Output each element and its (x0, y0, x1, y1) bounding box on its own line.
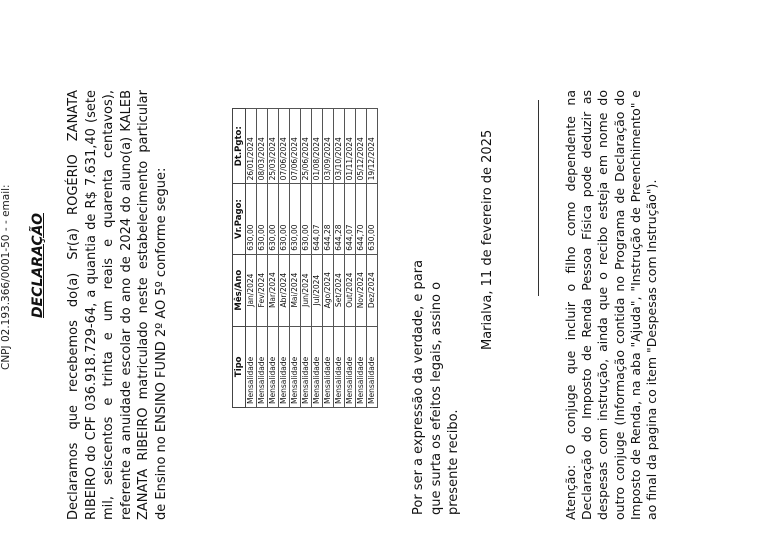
cell-valor: 644,07 (345, 184, 356, 254)
cell-tipo: Mensalidade (356, 326, 367, 407)
cell-mes: Jul/2024 (312, 254, 323, 326)
cell-valor: 630,00 (279, 184, 290, 254)
cell-mes: Jun/2024 (301, 254, 312, 326)
closing-paragraph: Por ser a expressão da verdade, e para que surta os efeitos legais, assino o presente recibo. (411, 259, 461, 515)
cell-tipo: Mensalidade (323, 326, 334, 407)
cell-valor: 644,28 (334, 184, 345, 254)
table-row (334, 109, 345, 408)
cell-data: 19/12/2024 (367, 109, 378, 184)
cell-data: 25/03/2024 (268, 109, 279, 184)
cell-data: 03/10/2024 (334, 109, 345, 184)
cell-tipo: Mensalidade (312, 326, 323, 407)
cell-tipo: Mensalidade (334, 326, 345, 407)
cell-valor: 644,28 (323, 184, 334, 254)
cnpj-header-line: CNPJ 02.193.366/0001-50 - - email: (0, 184, 12, 370)
table-row (345, 109, 356, 408)
cell-mes: Nov/2024 (356, 254, 367, 326)
table-row (323, 109, 334, 408)
cell-tipo: Mensalidade (268, 326, 279, 407)
cell-valor: 630,00 (246, 184, 257, 254)
cell-mes: Set/2024 (334, 254, 345, 326)
cell-valor: 630,00 (367, 184, 378, 254)
cell-mes: Mar/2024 (268, 254, 279, 326)
table-row (279, 109, 290, 408)
cell-mes: Dez/2024 (367, 254, 378, 326)
header-dt-pgto: Dt.Pgto: (233, 109, 246, 184)
table-row (290, 109, 301, 408)
cell-data: 05/12/2024 (356, 109, 367, 184)
table-header-row (233, 109, 246, 408)
cell-data: 01/08/2024 (312, 109, 323, 184)
signature-line (538, 100, 539, 296)
table-row (356, 109, 367, 408)
cell-data: 07/06/2024 (279, 109, 290, 184)
table-row (312, 109, 323, 408)
date-line: Marialva, 11 de fevereiro de 2025 (480, 129, 495, 350)
intro-paragraph: Declaramos que recebemos do(a) Sr(a) ROGÉRIO ZANATA RIBEIRO do CPF 036.918.729-64, a quantia de R$ 7.631,40 (sete mil, seiscentos e trinta e um reais e quarenta centavos), referente a anuidade escolar do ano de 2024 do aluno(a) KALEB ZANATA RIBEIRO matriculado neste estabelecimento particular de Ensino no ENSINO FUND 2º AO 5º conforme segue: (66, 90, 169, 520)
header-mes-ano: Mês/Ano (233, 254, 246, 326)
cell-mes: Ago/2024 (323, 254, 334, 326)
cell-tipo: Mensalidade (367, 326, 378, 407)
cell-valor: 630,00 (257, 184, 268, 254)
cell-mes: Mai/2024 (290, 254, 301, 326)
cell-mes: Abr/2024 (279, 254, 290, 326)
table-row (246, 109, 257, 408)
header-tipo: Tipo (233, 326, 246, 407)
attention-note: Atenção: O conjuge que incluir o filho como dependente na Declaração do Imposto de Renda Pessoa Física pode deduzir as despesas com instrução, ainda que o recibo esteja em nome do outro conjuge (Informação contida no Programa de Declaração do Imposto de Renda, na aba "Ajuda", "Instrução de Preenchimento" e ao final da pagina co item "Despesas com Instrução"). (563, 90, 660, 520)
payments-table-wrapper (232, 108, 387, 408)
cell-mes: Fev/2024 (257, 254, 268, 326)
cell-valor: 644,07 (312, 184, 323, 254)
table-row (268, 109, 279, 408)
cell-data: 26/01/2024 (246, 109, 257, 184)
payments-table (232, 108, 378, 408)
document-title: DECLARAÇÃO (30, 213, 46, 318)
cell-data: 03/09/2024 (323, 109, 334, 184)
table-row (257, 109, 268, 408)
cell-tipo: Mensalidade (257, 326, 268, 407)
cell-mes: Jan/2024 (246, 254, 257, 326)
cell-tipo: Mensalidade (279, 326, 290, 407)
cell-data: 25/06/2024 (301, 109, 312, 184)
cell-tipo: Mensalidade (301, 326, 312, 407)
cell-mes: Out/2024 (345, 254, 356, 326)
cell-tipo: Mensalidade (345, 326, 356, 407)
cell-valor: 644,70 (356, 184, 367, 254)
cell-data: 07/06/2024 (290, 109, 301, 184)
cell-valor: 630,00 (268, 184, 279, 254)
table-row (301, 109, 312, 408)
cell-data: 08/03/2024 (257, 109, 268, 184)
cell-valor: 630,00 (290, 184, 301, 254)
cell-tipo: Mensalidade (246, 326, 257, 407)
cell-data: 01/11/2024 (345, 109, 356, 184)
cell-tipo: Mensalidade (290, 326, 301, 407)
cell-valor: 630,00 (301, 184, 312, 254)
header-vr-pago: Vr.Pago: (233, 184, 246, 254)
table-row (367, 109, 378, 408)
